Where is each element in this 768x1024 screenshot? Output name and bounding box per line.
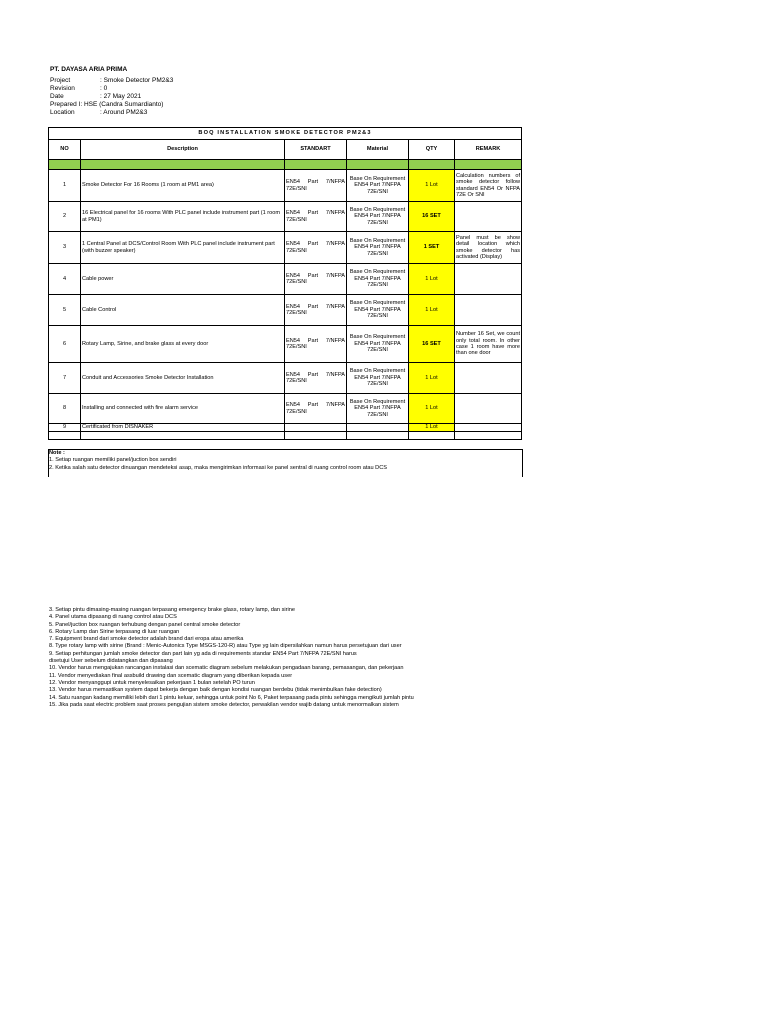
table-row <box>49 170 522 202</box>
note-item: 9. Setiap perhitungan jumlah smoke detector dan part lain yg ada di requirements standar EN54 Part 7/NFPA 72E/SNI harus <box>49 650 357 657</box>
prepared-label: Prepared I <box>50 101 81 109</box>
row-remark: Calculation numbers of smoke detector follow standard EN54 Or NFPA 72E Or SNI <box>455 170 522 202</box>
table-row <box>49 394 522 424</box>
table-row <box>49 264 522 295</box>
table-row <box>49 232 522 264</box>
row-description: Certificated from DISNAKER <box>81 424 285 432</box>
green-separator-row <box>49 160 522 170</box>
row-standart: EN54 Part 7/NFPA 72E/SNI <box>285 202 347 232</box>
row-qty: 1 Lot <box>409 424 455 432</box>
row-remark <box>455 264 522 295</box>
row-no: 5 <box>49 295 81 326</box>
date-label: Date <box>50 93 64 101</box>
row-material: Base On Requirement EN54 Part 7/NFPA 72E/SNI <box>347 232 409 264</box>
row-material: Base On Requirement EN54 Part 7/NFPA 72E/SNI <box>347 202 409 232</box>
note-item: 12. Vendor menyanggupi untuk menyelesaikan pekerjaan 1 bulan setelah PO turun <box>49 679 255 686</box>
row-qty: 1 Lot <box>409 170 455 202</box>
row-standart: EN54 Part 7/NFPA 72E/SNI <box>285 394 347 424</box>
note-item: 6. Rotary Lamp dan Sirine terpasang di luar ruangan <box>49 628 180 635</box>
table-empty-row <box>49 432 522 440</box>
row-remark <box>455 363 522 394</box>
row-no: 2 <box>49 202 81 232</box>
table-title: BOQ INSTALLATION SMOKE DETECTOR PM2&3 <box>49 128 522 140</box>
table-row <box>49 424 522 432</box>
table-row <box>49 295 522 326</box>
header-row-location <box>50 109 173 117</box>
location-label: Location <box>50 109 75 117</box>
row-standart: EN54 Part 7/NFPA 72E/SNI <box>285 264 347 295</box>
row-material: Base On Requirement EN54 Part 7/NFPA 72E/SNI <box>347 295 409 326</box>
row-standart: EN54 Part 7/NFPA 72E/SNI <box>285 232 347 264</box>
table-row <box>49 326 522 363</box>
row-qty: 1 Lot <box>409 394 455 424</box>
row-description: Conduit and Accessories Smoke Detector Installation <box>81 363 285 394</box>
row-no: 8 <box>49 394 81 424</box>
notes-section <box>48 449 523 477</box>
notes-title: Note : <box>49 450 65 456</box>
row-qty: 1 Lot <box>409 264 455 295</box>
row-standart: EN54 Part 7/NFPA 72E/SNI <box>285 363 347 394</box>
row-no: 1 <box>49 170 81 202</box>
row-material: Base On Requirement EN54 Part 7/NFPA 72E/SNI <box>347 394 409 424</box>
row-remark <box>455 202 522 232</box>
row-description: Smoke Detector For 16 Rooms (1 room at PM1 area) <box>81 170 285 202</box>
row-standart: EN54 Part 7/NFPA 72E/SNI <box>285 326 347 363</box>
note-item: 5. Panel/juction box ruangan terhubung dengan panel central smoke detector <box>49 621 241 628</box>
row-no: 4 <box>49 264 81 295</box>
header-row-date <box>50 93 173 101</box>
row-description: Cable power <box>81 264 285 295</box>
column-header-material: Material <box>347 140 409 160</box>
note-item: 2. Ketika salah satu detector dinuangan mendeteksi asap, maka mengirimkan informasi ke panel sentral di ruang control room atau DCS <box>49 464 387 471</box>
row-description: 1 Central Panel at DCS/Control Room With PLC panel include instrument part (with buzzer speaker) <box>81 232 285 264</box>
column-header-qty: QTY <box>409 140 455 160</box>
note-item: 7. Equipment brand dari smoke detector adalah brand dari eropa atau amerika <box>49 636 244 643</box>
note-item: 13. Vendor harus memastikan system dapat bekerja dengan baik dengan kondisi ruangan berdebu (tidak menimbulkan fake detection) <box>49 687 382 694</box>
row-remark <box>455 424 522 432</box>
table-row <box>49 202 522 232</box>
row-qty: 1 Lot <box>409 363 455 394</box>
notes-continued <box>49 607 749 709</box>
row-qty: 16 SET <box>409 202 455 232</box>
row-qty: 1 Lot <box>409 295 455 326</box>
column-header-remark: REMARK <box>455 140 522 160</box>
row-remark: Panel must be show detail location which smoke detector has activated (Display) <box>455 232 522 264</box>
note-item: 10. Vendor harus mengajukan rancangan instalasi dan scematic diagram sebelum melakukan pengadaan barang, pemasangan, dan pekerjaan <box>49 665 404 672</box>
row-no: 7 <box>49 363 81 394</box>
row-description: Rotary Lamp, Sirine, and brake glass at every door <box>81 326 285 363</box>
row-material: Base On Requirement EN54 Part 7/NFPA 72E/SNI <box>347 326 409 363</box>
project-label: Project <box>50 77 71 85</box>
header-row-project <box>50 77 173 85</box>
row-standart <box>285 424 347 432</box>
prepared-value: : HSE (Candra Sumardianto) <box>80 101 164 109</box>
document-header <box>50 66 173 118</box>
row-material: Base On Requirement EN54 Part 7/NFPA 72E/SNI <box>347 170 409 202</box>
note-item: 14. Satu ruangan kadang memiliki lebih dari 1 pintu keluar, sehingga untuk point No 6, Paket terpasang pada pintu sehingga mengikuti jumlah pintu <box>49 694 414 701</box>
note-item: 8. Type rotary lamp with sirine (Brand : Menic-Autonics Type MSGS-120-R) atau Type yg lain dipersilahkan namun harus persetujuan dari user <box>49 643 402 650</box>
row-remark <box>455 394 522 424</box>
row-standart: EN54 Part 7/NFPA 72E/SNI <box>285 295 347 326</box>
revision-value: : 0 <box>100 85 108 93</box>
row-qty: 1 SET <box>409 232 455 264</box>
note-item: 15. Jika pada saat electric problem saat proses pengujian sistem smoke detector, perwakilan vendor wajib datang untuk menormalkan sistem <box>49 701 399 708</box>
row-material <box>347 424 409 432</box>
row-description: Installing and connected with fire alarm service <box>81 394 285 424</box>
column-header-description: Description <box>81 140 285 160</box>
table-row <box>49 363 522 394</box>
column-header-standart: STANDART <box>285 140 347 160</box>
row-standart: EN54 Part 7/NFPA 72E/SNI <box>285 170 347 202</box>
boq-table <box>48 127 522 440</box>
location-value: : Around PM2&3 <box>100 109 148 117</box>
row-remark <box>455 295 522 326</box>
row-remark: Number 16 Set, we count only total room. In other case 1 room have more than one door <box>455 326 522 363</box>
row-no: 6 <box>49 326 81 363</box>
row-description: 16 Electrical panel for 16 rooms With PLC panel include instrument part (1 room at PM1) <box>81 202 285 232</box>
row-description: Cable Control <box>81 295 285 326</box>
company-name: PT. DAYASA ARIA PRIMA <box>50 66 128 73</box>
table-header-row <box>49 140 522 160</box>
row-no: 9 <box>49 424 81 432</box>
table-title-row <box>49 128 522 140</box>
note-item: 4. Panel utama dipasang di ruang control atau DCS <box>49 614 177 621</box>
row-material: Base On Requirement EN54 Part 7/NFPA 72E/SNI <box>347 363 409 394</box>
row-qty: 16 SET <box>409 326 455 363</box>
date-value: : 27 May 2021 <box>100 93 142 101</box>
note-item: disetujui User sebelum didatangkan dan dipasang <box>49 658 173 665</box>
project-value: : Smoke Detector PM2&3 <box>100 77 174 85</box>
note-item: 1. Setiap ruangan memiliki panel/juction box sendiri <box>49 457 177 464</box>
header-row-revision <box>50 85 173 93</box>
revision-label: Revision <box>50 85 75 93</box>
note-item: 3. Setiap pintu dimasing-masing ruangan terpasang emergency brake glass, rotary lamp, dan sirine <box>49 607 295 613</box>
column-header-no: NO <box>49 140 81 160</box>
header-row-prepared <box>50 101 173 109</box>
note-item: 11. Vendor menyediakan final assbuild drawing dan scematic diagram yang diberikan kepada user <box>49 672 293 679</box>
row-material: Base On Requirement EN54 Part 7/NFPA 72E/SNI <box>347 264 409 295</box>
row-no: 3 <box>49 232 81 264</box>
